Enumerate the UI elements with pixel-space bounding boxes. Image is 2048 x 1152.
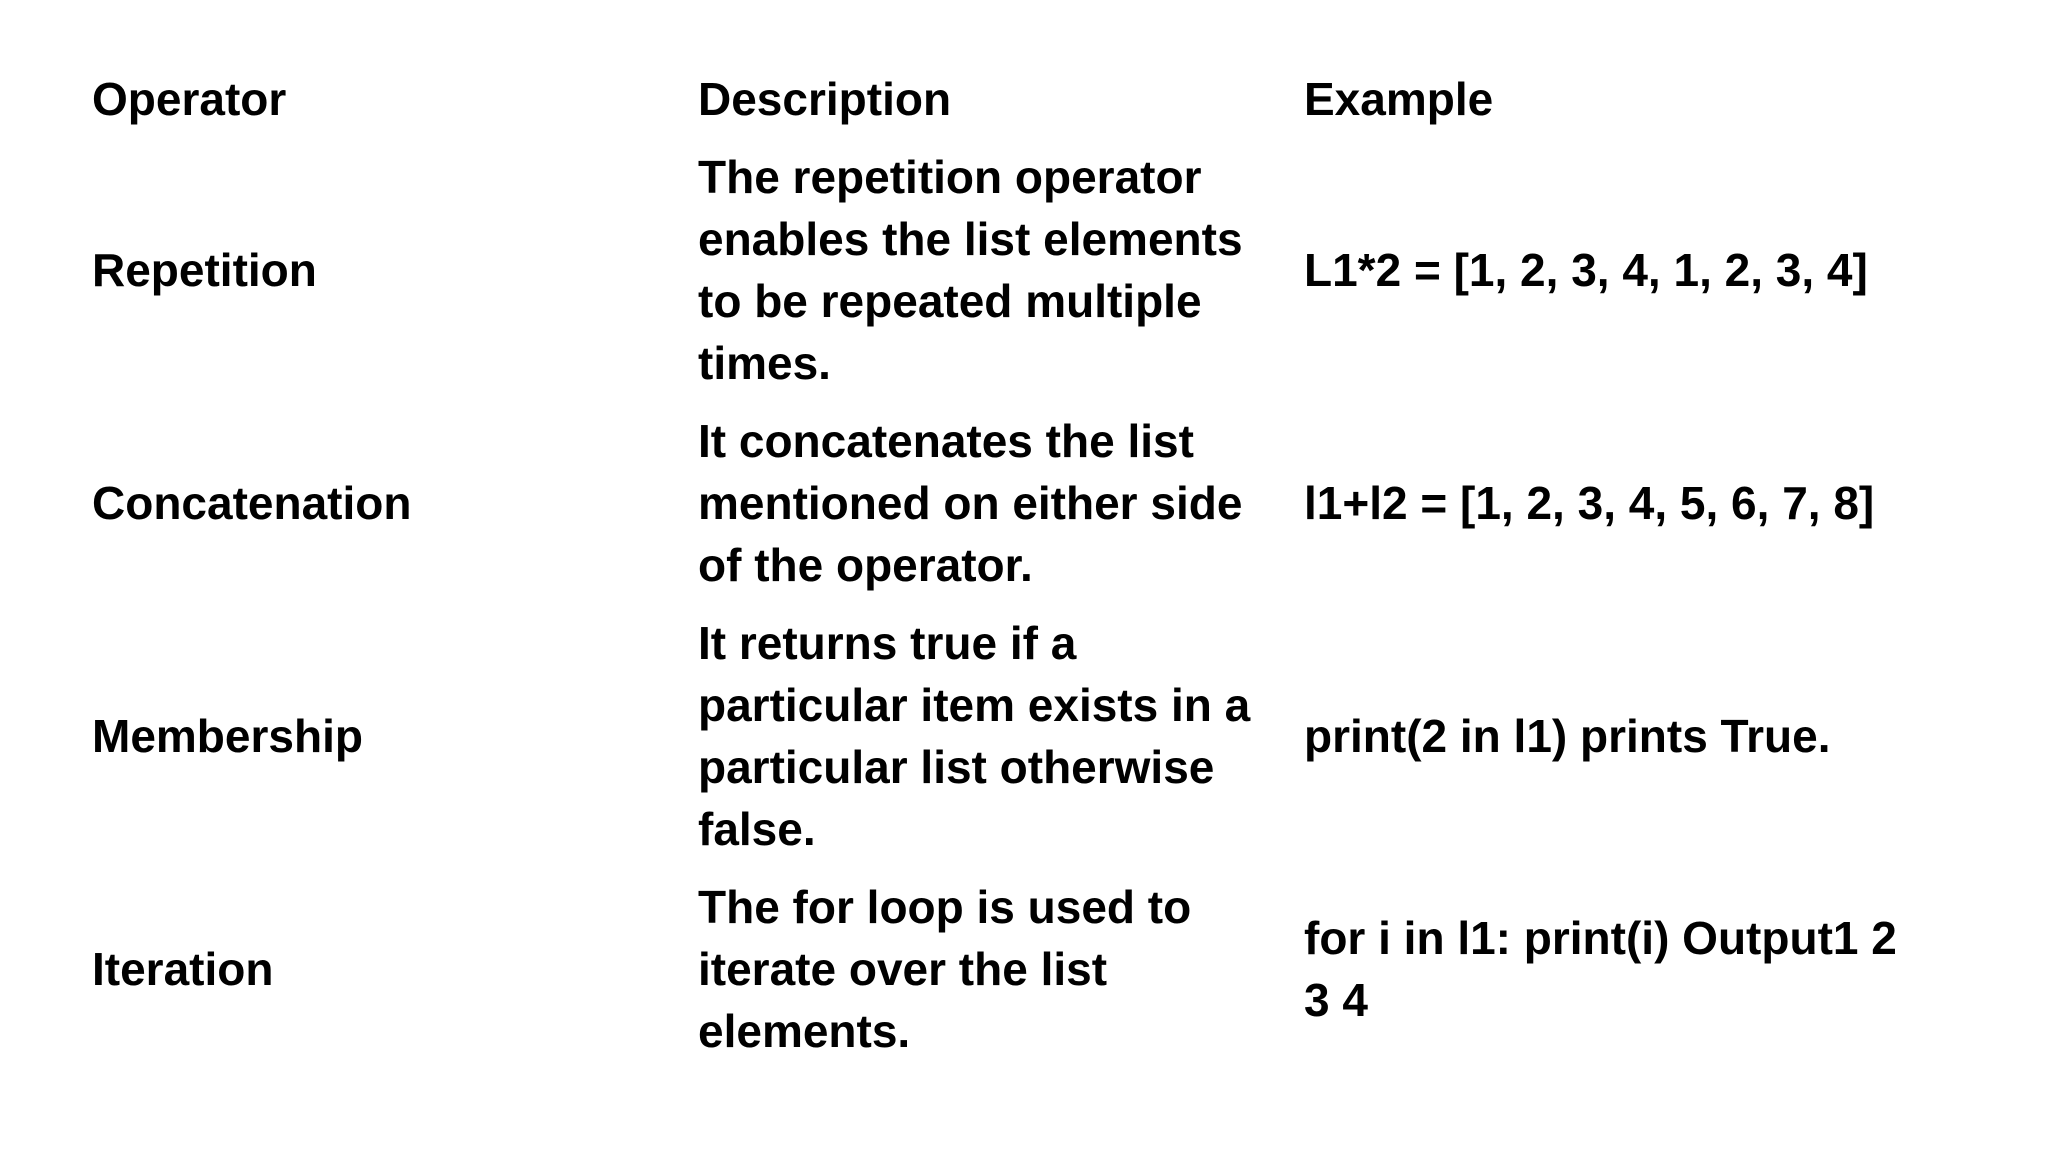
row-example: print(2 in l1) prints True. bbox=[1304, 710, 1831, 762]
table-row bbox=[80, 604, 1916, 868]
table-row bbox=[80, 138, 1916, 402]
row-description: It concatenates the list mentioned on either side of the operator. bbox=[698, 415, 1243, 591]
row-example: L1*2 = [1, 2, 3, 4, 1, 2, 3, 4] bbox=[1304, 244, 1868, 296]
row-example: for i in l1: print(i) Output1 2 3 4 bbox=[1304, 912, 1897, 1026]
row-operator: Membership bbox=[92, 710, 363, 762]
table-header-row bbox=[80, 60, 1916, 138]
row-operator: Repetition bbox=[92, 244, 317, 296]
row-operator: Concatenation bbox=[92, 477, 412, 529]
row-description: It returns true if a particular item exists in a particular list otherwise false. bbox=[698, 617, 1251, 855]
table-row bbox=[80, 868, 1916, 1070]
row-description: The repetition operator enables the list elements to be repeated multiple times. bbox=[698, 151, 1243, 389]
header-description: Description bbox=[698, 73, 952, 125]
header-example: Example bbox=[1304, 73, 1494, 125]
row-example: l1+l2 = [1, 2, 3, 4, 5, 6, 7, 8] bbox=[1304, 477, 1875, 529]
row-operator: Iteration bbox=[92, 943, 274, 995]
row-description: The for loop is used to iterate over the list elements. bbox=[698, 881, 1192, 1057]
table-row bbox=[80, 402, 1916, 604]
operators-table bbox=[80, 60, 1916, 1070]
header-operator: Operator bbox=[92, 73, 287, 125]
